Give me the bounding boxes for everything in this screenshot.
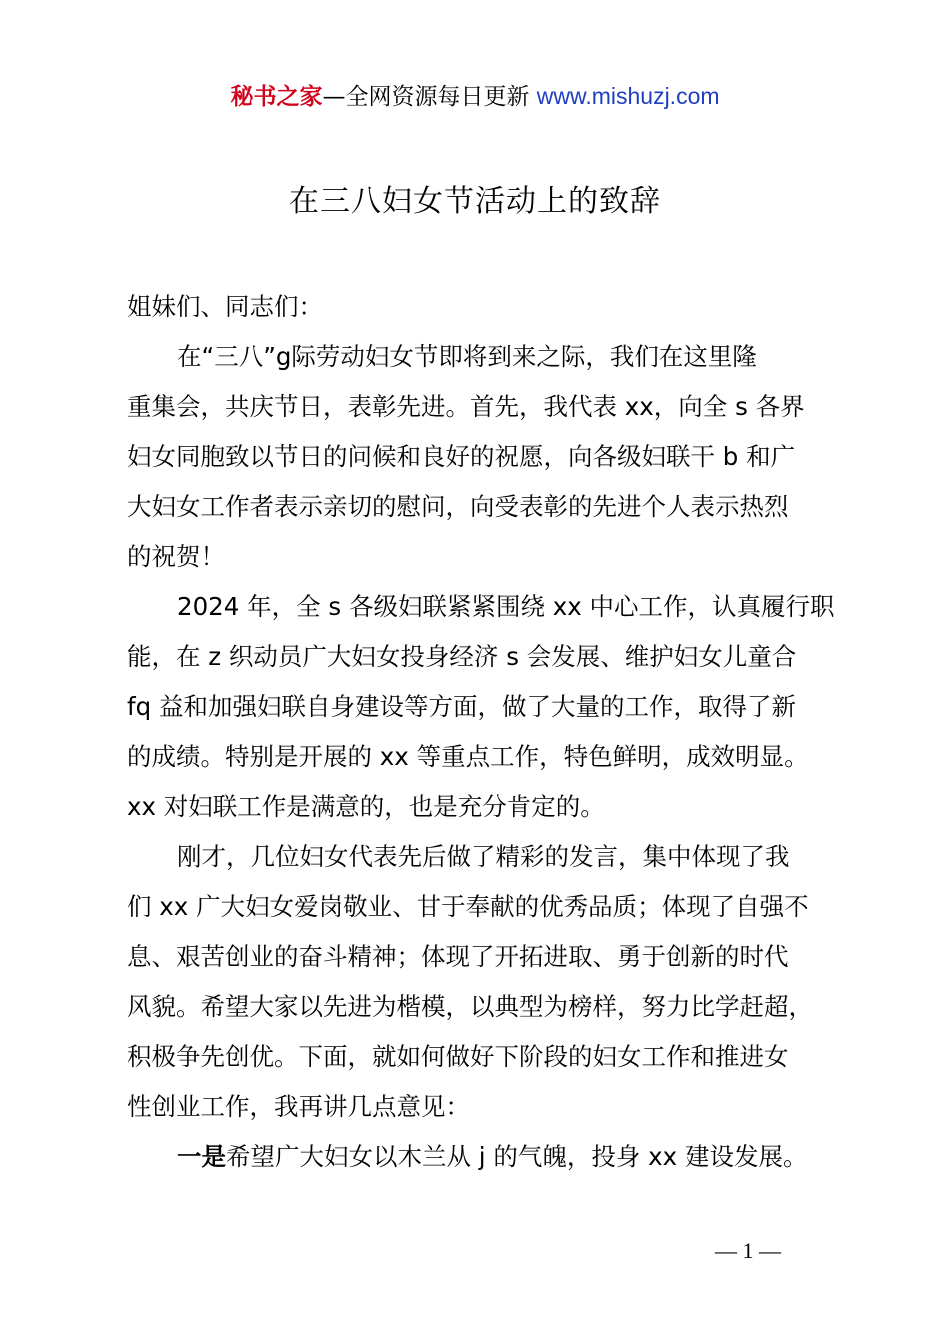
paragraph-line: 风貌。希望大家以先进为楷模，以典型为榜样，努力比学赶超，: [127, 992, 813, 1021]
paragraph-line: 大妇女工作者表示亲切的慰问，向受表彰的先进个人表示热烈: [127, 492, 789, 521]
paragraph-line: 性创业工作，我再讲几点意见：: [127, 1092, 470, 1121]
site-brand: 秘书之家: [230, 84, 323, 110]
point-text: 希望广大妇女以木兰从 j 的气魄，投身 xx 建设发展。: [226, 1142, 808, 1171]
site-header: [0, 80, 950, 113]
document-title: 在三八妇女节活动上的致辞: [289, 184, 661, 219]
paragraph-line: 能，在 z 织动员广大妇女投身经济 s 会发展、维护妇女儿童合: [127, 642, 797, 671]
paragraph-line: xx 对妇联工作是满意的，也是充分肯定的。: [127, 792, 605, 821]
page-number: — 1 —: [715, 1238, 781, 1263]
paragraph-line: 重集会，共庆节日，表彰先进。首先，我代表 xx，向全 s 各界: [127, 392, 805, 421]
paragraph-line: [127, 1132, 857, 1182]
paragraph-line: fq 益和加强妇联自身建设等方面，做了大量的工作，取得了新: [127, 692, 796, 721]
paragraph-line: 息、艰苦创业的奋斗精神；体现了开拓进取、勇于创新的时代: [127, 942, 789, 971]
paragraph-line: 在“三八”g际劳动妇女节即将到来之际，我们在这里隆: [177, 342, 757, 371]
paragraph-line: 们 xx 广大妇女爱岗敬业、甘于奉献的优秀品质；体现了自强不: [127, 892, 809, 921]
site-tagline: —全网资源每日更新: [322, 84, 537, 110]
paragraph-line: 妇女同胞致以节日的问候和良好的祝愿，向各级妇联干 b 和广: [127, 442, 796, 471]
paragraph-line: 2024 年，全 s 各级妇联紧紧围绕 xx 中心工作，认真履行职: [177, 592, 835, 621]
paragraph-line: 的祝贺！: [127, 542, 225, 571]
salutation-line: 姐妹们、同志们：: [127, 292, 323, 321]
document-body: [127, 282, 857, 1182]
point-marker: 一是: [177, 1142, 226, 1171]
site-url[interactable]: www.mishuzj.com: [536, 83, 720, 109]
paragraph-line: 的成绩。特别是开展的 xx 等重点工作，特色鲜明，成效明显。: [127, 742, 809, 771]
paragraph-line: 刚才，几位妇女代表先后做了精彩的发言，集中体现了我: [177, 842, 790, 871]
paragraph-line: 积极争先创优。下面，就如何做好下阶段的妇女工作和推进女: [127, 1042, 789, 1071]
